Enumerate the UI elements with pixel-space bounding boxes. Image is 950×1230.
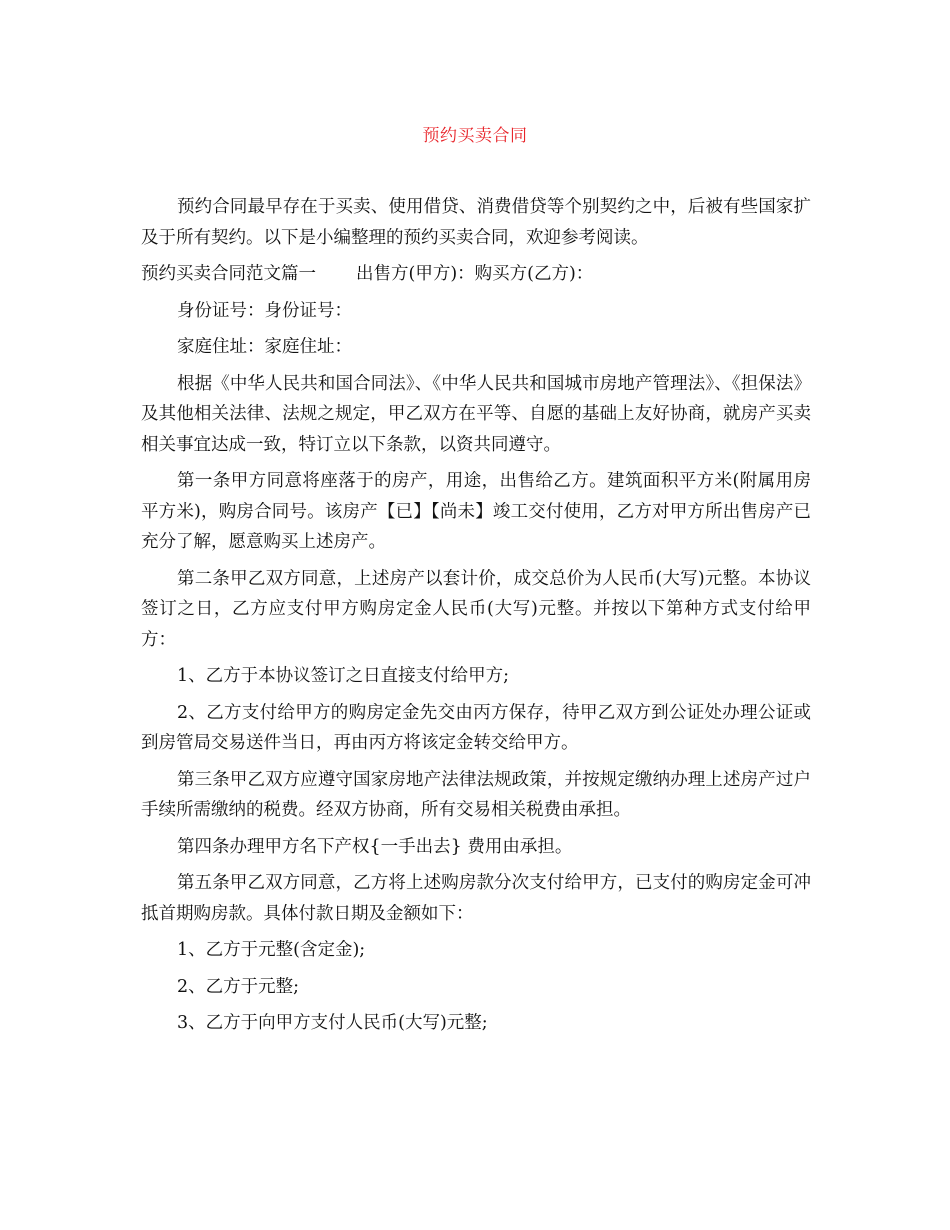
article-1: 第一条甲方同意将座落于的房产，用途，出售给乙方。建筑面积平方米(附属用房平方米)，购房合同号。该房产【已】【尚未】竣工交付使用，乙方对甲方所出售房产已充分了解，愿意购买上述房产。 bbox=[141, 471, 811, 552]
article-2-item-1: 1、乙方于本协议签订之日直接支付给甲方; bbox=[177, 666, 510, 686]
article-5-item-3: 3、乙方于向甲方支付人民币(大写)元整; bbox=[177, 1013, 488, 1033]
article-5: 第五条甲乙双方同意，乙方将上述购房款分次支付给甲方，已支付的购房定金可冲抵首期购房款。具体付款日期及金额如下： bbox=[141, 873, 811, 924]
article-3: 第三条甲乙双方应遵守国家房地产法律法规政策，并按规定缴纳办理上述房产过户手续所需缴纳的税费。经双方协商，所有交易相关税费由承担。 bbox=[141, 769, 811, 820]
article-4: 第四条办理甲方名下产权{一手出去} 费用由承担。 bbox=[177, 836, 573, 857]
address-line: 家庭住址：家庭住址： bbox=[177, 337, 352, 357]
article-5-item-2: 2、乙方于元整; bbox=[177, 976, 300, 997]
preamble-paragraph: 根据《中华人民共和国合同法》、《中华人民共和国城市房地产管理法》、《担保法》及其他相关法律、法规之规定，甲乙双方在平等、自愿的基础上友好协商，就房产买卖相关事宜达成一致，特订立以下条款，以资共同遵守。 bbox=[141, 373, 811, 455]
parties-line: 出售方(甲方)：购买方(乙方)： bbox=[356, 264, 594, 284]
id-line: 身份证号：身份证号： bbox=[177, 300, 352, 321]
intro-paragraph: 预约合同最早存在于买卖、使用借贷、消费借贷等个别契约之中，后被有些国家扩及于所有契约。以下是小编整理的预约买卖合同，欢迎参考阅读。 bbox=[141, 197, 811, 248]
sample-heading: 预约买卖合同范文篇一 bbox=[141, 264, 316, 284]
article-2-item-2: 2、乙方支付给甲方的购房定金先交由丙方保存，待甲乙双方到公证处办理公证或到房管局交易送件当日，再由丙方将该定金转交给甲方。 bbox=[141, 702, 811, 753]
sample-heading-line bbox=[141, 259, 811, 290]
article-2: 第二条甲乙双方同意，上述房产以套计价，成交总价为人民币(大写)元整。本协议签订之日，乙方应支付甲方购房定金人民币(大写)元整。并按以下第种方式支付给甲方： bbox=[141, 568, 811, 650]
article-5-item-1: 1、乙方于元整(含定金); bbox=[177, 940, 366, 960]
document-body bbox=[141, 192, 811, 1045]
document-title: 预约买卖合同 bbox=[422, 126, 528, 146]
